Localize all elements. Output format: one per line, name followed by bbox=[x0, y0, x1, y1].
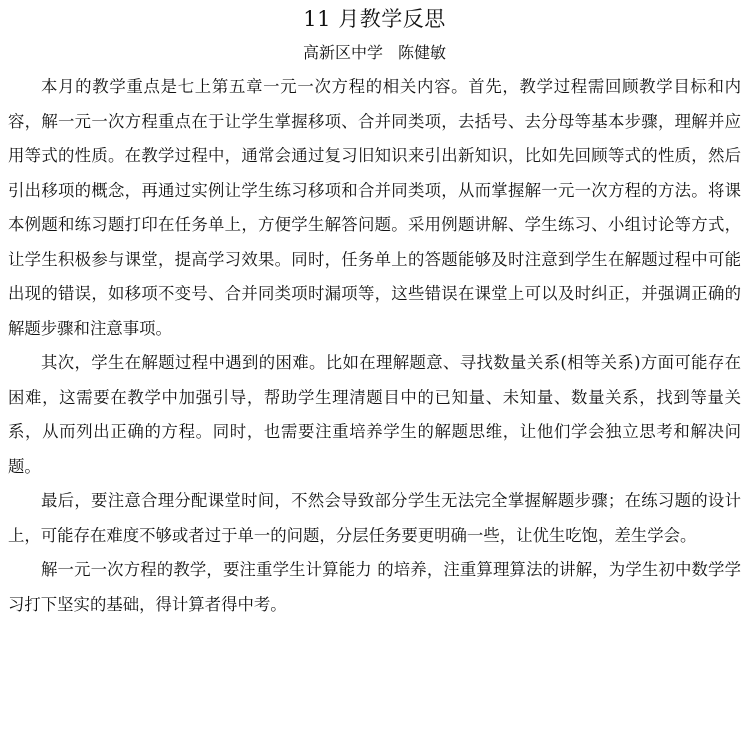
paragraph-2: 其次，学生在解题过程中遇到的困难。比如在理解题意、寻找数量关系(相等关系)方面可能存在困难，这需要在教学中加强引导，帮助学生理清题目中的已知量、未知量、数量关系，找到等量关系，从而列出正确的方程。同时，也需要注重培养学生的解题思维，让他们学会独立思考和解决问题。 bbox=[8, 353, 741, 476]
paragraph-4: 解一元一次方程的教学，要注重学生计算能力 的培养，注重算理算法的讲解，为学生初中数学学习打下坚实的基础，得计算者得中考。 bbox=[8, 560, 741, 614]
document-title: 11 月教学反思 bbox=[303, 7, 446, 31]
author-name: 陈健敏 bbox=[398, 43, 447, 62]
school-name: 高新区中学 bbox=[302, 43, 383, 62]
author-line bbox=[8, 38, 741, 68]
paragraph-3: 最后，要注意合理分配课堂时间，不然会导致部分学生无法完全掌握解题步骤；在练习题的设计上，可能存在难度不够或者过于单一的问题，分层任务要更明确一些，让优生吃饱，差生学会。 bbox=[8, 491, 741, 545]
paragraph-1: 本月的教学重点是七上第五章一元一次方程的相关内容。首先，教学过程需回顾教学目标和内容，解一元一次方程重点在于让学生掌握移项、合并同类项，去括号、去分母等基本步骤，理解并应用等式的性质。在教学过程中，通常会通过复习旧知识来引出新知识，比如先回顾等式的性质，然后引出移项的概念，再通过实例让学生练习移项和合并同类项，从而掌握解一元一次方程的方法。将课本例题和练习题打印在任务单上，方便学生解答问题。采用例题讲解、学生练习、小组讨论等方式，让学生积极参与课堂，提高学习效果。同时，任务单上的答题能够及时注意到学生在解题过程中可能出现的错误，如移项不变号、合并同类项时漏项等，这些错误在课堂上可以及时纠正，并强调正确的解题步骤和注意事项。 bbox=[8, 77, 741, 338]
